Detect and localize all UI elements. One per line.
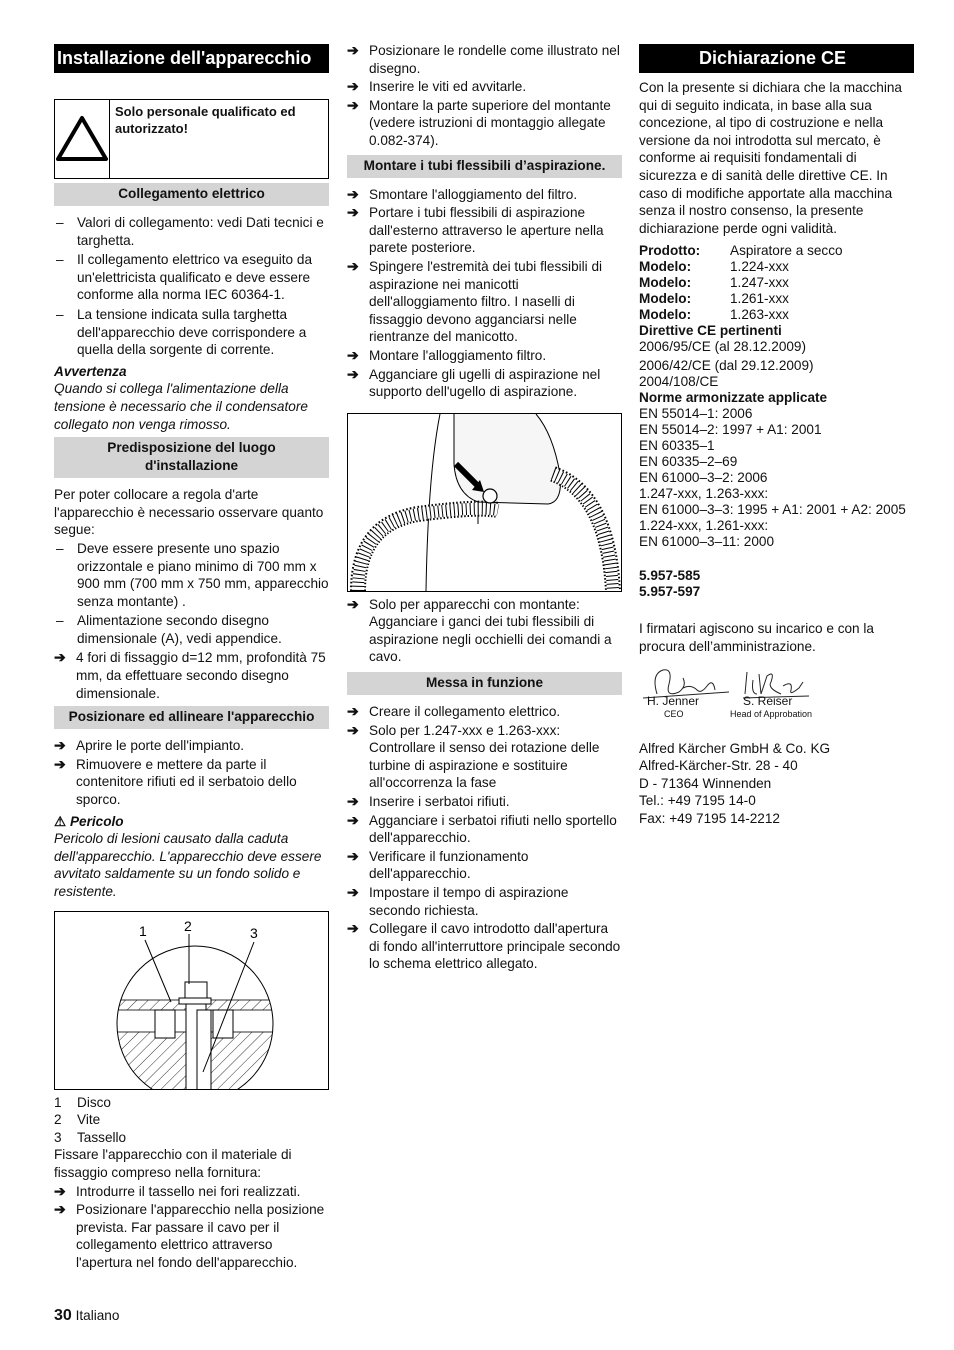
signatures [639,664,914,726]
directives-title: Direttive CE pertinenti [639,323,782,339]
step-item: ➔ Collegare il cavo introdotto dall'apertura di fondo all'interruttore principale secondo lo schema elettrico allegato. [347,920,621,972]
norms-title: Norme armonizzate applicate [639,390,828,406]
company-address [639,740,914,828]
step-item: ➔ Spingere l'estremità dei tubi flessibili di aspirazione nei manicotti dell'alloggiamento filtro. I naselli di fissaggio devono agganciarsi nelle rientranze del manicotto. [347,257,603,345]
column-right [639,40,914,828]
bolt-diagram [55,912,328,1089]
declaration-intro: Con la presente si dichiara che la macchina qui di seguito indicata, in base alla sua concezione, al tipo di costruzione e nella versione da noi introdotta sul mercato, è conforme ai requisiti fondamentali di sicurezza e di sanità delle direttive CE. In caso di modifiche apportate alla macchina senza il nostro consenso, la presente dichiarazione perde ogni validità. [639,80,902,236]
note-title: Avvertenza [54,363,127,379]
norm: EN 60335–2–69 [639,454,738,470]
arrow-icon: ➔ [54,1182,66,1199]
heading-site-prep: Predisposizione del luogo d'installazione [54,437,329,478]
legend-item: 3 Tassello [54,1129,127,1145]
arrow-icon: ➔ [347,884,359,900]
list-item: – Alimentazione secondo disegno dimensionale (A), vedi appendice. [54,612,329,647]
step-item: ➔ Introdurre il tassello nei fori realizzati. [54,1182,301,1199]
step-item: ➔ 4 fori di fissaggio d=12 mm, profondità 75 mm, da effettuare secondo disegno dimensionale. [54,649,326,701]
arrow-icon: ➔ [347,811,359,828]
step-item: ➔ Smontare l'alloggiamento del filtro. [347,185,578,202]
directive: 2004/108/CE [639,374,719,390]
signer-role: Head of Approbation [730,708,813,719]
step-item: ➔ Montare la parte superiore del montante (vedere istruzioni di montaggio allegate 0.082-374). [347,96,611,148]
list-item: – Valori di collegamento: vedi Dati tecnici e targhetta. [54,214,329,249]
step-item: ➔ Aprire le porte dell'impianto. [54,737,245,754]
step-item: ➔ Inserire le viti ed avvitarle. [347,78,527,95]
paragraph: Per poter collocare a regola d'arte l'apparecchio è necessario osservare quanto segue: [54,487,324,538]
arrow-icon: ➔ [347,703,359,720]
note-text: Quando si collega l'alimentazione della tensione è necessario che il condensatore collegato non venga rimosso. [54,381,308,432]
arrow-icon: ➔ [347,365,359,382]
spec-row: Modelo: 1.224-xxx [639,259,789,275]
list-item: – Il collegamento elettrico va eseguito da un'elettricista qualificato e deve essere conforme alla norma IEC 60364-1. [54,251,329,304]
heading-electrical: Collegamento elettrico [54,183,329,206]
heading-hoses: Montare i tubi flessibili d’aspirazione. [347,155,622,178]
spec-row: Prodotto: Aspiratore a secco [639,243,843,259]
list-item: – Deve essere presente uno spazio orizzontale e piano minimo di 700 mm x 900 mm (700 mm x 750 mm, apparecchio senza montante) . [54,540,329,610]
warning-box [54,99,329,179]
hose-figure [347,413,622,592]
arrow-icon: ➔ [347,204,359,221]
step-item: ➔ Creare il collegamento elettrico. [347,703,561,720]
step-item: ➔ Agganciare i serbatoi rifiuti nello sportello dell'apparecchio. [347,811,617,846]
address-line: D - 71364 Winnenden [639,775,772,791]
declaration-title: Dichiarazione CE [639,44,914,73]
step-item: ➔ Impostare il tempo di aspirazione secondo richiesta. [347,884,569,918]
heading-startup: Messa in funzione [347,672,622,695]
norm: EN 55014–1: 2006 [639,406,753,422]
step-item: ➔ Rimuovere e mettere da parte il contenitore rifiuti ed il serbatoio dello sporco. [54,755,297,808]
hose-diagram [348,414,621,591]
spec-row: Modelo: 1.261-xxx [639,291,789,307]
step-item: ➔ Verificare il funzionamento dell'apparecchio. [347,847,529,882]
doc-code: 5.957-597 [639,584,701,600]
norm: EN 55014–2: 1997 + A1: 2001 [639,422,822,438]
step-item: ➔ Posizionare le rondelle come illustrato nel disegno. [347,42,620,76]
step-item: ➔ Posizionare l'apparecchio nella posizione prevista. Far passare il cavo per il collegamento elettrico attraverso l'apertura nel fondo dell'apparecchio. [54,1201,325,1270]
danger-title: ⚠ Pericolo [54,813,124,829]
arrow-icon: ➔ [347,257,359,274]
legend-item: 2 Vite [54,1112,101,1128]
legend-item: 1 Disco [54,1094,111,1110]
arrow-icon: ➔ [347,847,359,864]
arrow-icon: ➔ [347,793,359,810]
arrow-icon: ➔ [54,755,66,772]
section-title: Installazione dell'apparecchio [54,44,329,73]
danger-icon: ⚠ [54,813,67,829]
column-middle [347,42,622,974]
address-line: Fax: +49 7195 14-2212 [639,810,780,826]
spec-row: Modelo: 1.263-xxx [639,307,789,323]
fig-label: 1 [139,922,147,939]
heading-position: Posizionare ed allineare l'apparecchio [54,706,329,729]
page-language: Italiano [75,1308,120,1323]
arrow-icon: ➔ [54,1201,66,1218]
arrow-icon: ➔ [347,346,359,363]
norm: 1.224-xxx, 1.261-xxx: [639,518,769,534]
arrow-icon: ➔ [347,78,359,95]
list-item: – La tensione indicata sulla targhetta dell'apparecchio deve corrispondere a quella della sorgente di corrente. [54,306,329,359]
address-line: Alfred Kärcher GmbH & Co. KG [639,740,831,756]
spec-row: Modelo: 1.247-xxx [639,275,789,291]
fig-label: 2 [184,917,192,934]
paragraph: Fissare l'apparecchio con il materiale di fissaggio compreso nella fornitura: [54,1147,292,1180]
address-line: Alfred-Kärcher-Str. 28 - 40 [639,758,798,774]
step-item: ➔ Solo per 1.247-xxx e 1.263-xxx: Controllare il senso dei rotazione delle turbine di aspirazione e sostituire all'occorrenza la fase [347,721,600,791]
page-footer [54,1307,119,1325]
arrow-icon: ➔ [54,737,66,754]
directive: 2006/95/CE (al 28.12.2009) [639,339,807,355]
step-item: ➔ Solo per apparecchi con montante: Agganciare i ganci dei tubi flessibili di aspirazione negli occhielli dei comandi a cavo. [347,595,612,665]
danger-text: Pericolo di lesioni causato dalla caduta dell'apparecchio. L'apparecchio deve essere avvitato saldamente su un fondo solido e resistente. [54,831,322,899]
directive: 2006/42/CE (dal 29.12.2009) [639,358,814,374]
address-line: Tel.: +49 7195 14-0 [639,793,756,809]
warning-text: Solo personale qualificato ed autorizzato! [115,104,296,136]
page-number: 30 [54,1307,72,1324]
signers-text: I firmatari agiscono su incarico e con la procura dell’amministrazione. [639,621,874,654]
norm: EN 61000–3–2: 2006 [639,470,768,486]
arrow-icon: ➔ [347,595,359,612]
step-item: ➔ Montare l'alloggiamento filtro. [347,346,547,363]
arrow-icon: ➔ [347,721,359,738]
step-item: ➔ Agganciare gli ugelli di aspirazione nel supporto dell'ugello di aspirazione. [347,365,601,400]
norm: EN 61000–3–3: 1995 + A1: 2001 + A2: 2005 [639,502,906,518]
figure-legend [54,1094,329,1147]
arrow-icon: ➔ [347,96,359,113]
warning-triangle-icon [55,100,110,178]
arrow-icon: ➔ [54,649,66,666]
fig-label: 3 [250,924,258,941]
doc-code: 5.957-585 [639,568,701,584]
step-item: ➔ Inserire i serbatoi rifiuti. [347,793,510,810]
norm: EN 60335–1 [639,438,715,454]
column-left [54,40,329,1273]
mounting-figure [54,911,329,1090]
signer-name: S. Reiser [743,693,793,708]
arrow-icon: ➔ [347,42,359,58]
arrow-icon: ➔ [347,920,359,937]
step-item: ➔ Portare i tubi flessibili di aspirazione dall'esterno attraverso le aperture nella parete posteriore. [347,204,604,256]
signer-role: CEO [664,708,684,719]
norm: EN 61000–3–11: 2000 [639,534,775,550]
norm: 1.247-xxx, 1.263-xxx: [639,486,769,502]
signer-name: H. Jenner [647,693,700,708]
arrow-icon: ➔ [347,185,359,202]
